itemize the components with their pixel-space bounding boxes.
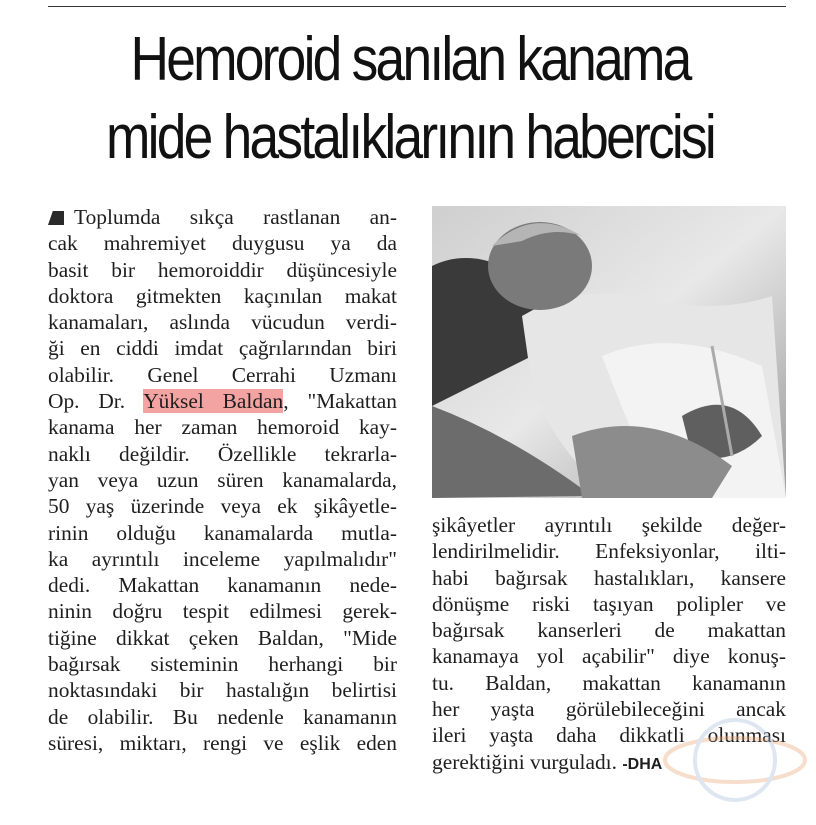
patient-photo-illustration xyxy=(432,206,786,498)
text-line: bağırsak sisteminin herhangi bir xyxy=(48,652,397,677)
text-line: bağırsak kanserleri de makattan xyxy=(432,618,786,643)
text-line: gerektiğini vurguladı. -DHA xyxy=(432,749,663,774)
text-line: de olabilir. Bu nedenle kanamanın xyxy=(48,704,397,729)
text-line: süresi, miktarı, rengi ve eşlik eden xyxy=(48,730,397,755)
highlighted-name: Yüksel Baldan xyxy=(143,389,284,414)
text-line: lendirilmelidir. Enfeksiyonlar, ilti- xyxy=(432,539,786,564)
top-rule xyxy=(48,6,786,7)
text-line: kanamaları, aslında vücudun verdi- xyxy=(48,310,397,335)
text-line: tiğine dikkat çeken Baldan, "Mide xyxy=(48,625,397,650)
text-line: her yaşta görülebileceğini ancak xyxy=(432,697,786,722)
headline-line-2: mide hastalıklarının habercisi xyxy=(106,103,714,172)
text-line: ği en ciddi imdat çağrılarından biri xyxy=(48,336,397,361)
text-line: Toplumda sıkça rastlanan an- xyxy=(48,204,397,230)
text-line: ka ayrıntılı inceleme yapılmalıdır" xyxy=(48,546,397,571)
text-line: habi bağırsak hastalıkları, kansere xyxy=(432,565,786,590)
text-line: ileri yaşta daha dikkatli olunması xyxy=(432,723,786,748)
text-line: tu. Baldan, makattan kanamanın xyxy=(432,670,786,695)
text-line: cak mahremiyet duygusu ya da xyxy=(48,231,397,256)
article-photo xyxy=(432,206,786,498)
text-line: dönüşme riski taşıyan polipler ve xyxy=(432,591,786,616)
article-right-column xyxy=(432,512,786,775)
text-line: ninin doğru tespit edilmesi gerek- xyxy=(48,599,397,624)
headline-line-1: Hemoroid sanılan kanama xyxy=(130,25,690,94)
text-line: rinin olduğu kanamalarda mutla- xyxy=(48,520,397,545)
text-line: naklı değildir. Özellikle tekrarla- xyxy=(48,441,397,466)
text-line: kanamaya yol açabilir" diye konuş- xyxy=(432,644,786,669)
source-credit: -DHA xyxy=(622,755,663,773)
text-line: dedi. Makattan kanamanın nede- xyxy=(48,573,397,598)
text-line: olabilir. Genel Cerrahi Uzmanı xyxy=(48,362,397,387)
text-line: kanama her zaman hemoroid kay- xyxy=(48,415,397,440)
paragraph-bullet-icon xyxy=(48,211,64,225)
text-line: Op. Dr. Yüksel Baldan, "Makattan xyxy=(48,389,397,414)
text-line: 50 yaş üzerinde veya ek şikâyetle- xyxy=(48,494,397,519)
article-left-column xyxy=(48,204,397,756)
text-line: doktora gitmekten kaçınılan makat xyxy=(48,283,397,308)
text-line: yan veya uzun süren kanamalarda, xyxy=(48,467,397,492)
text-line: noktasındaki bir hastalığın belirtisi xyxy=(48,678,397,703)
text-line: basit bir hemoroiddir düşüncesiyle xyxy=(48,257,397,282)
text-line: şikâyetler ayrıntılı şekilde değer- xyxy=(432,513,786,537)
